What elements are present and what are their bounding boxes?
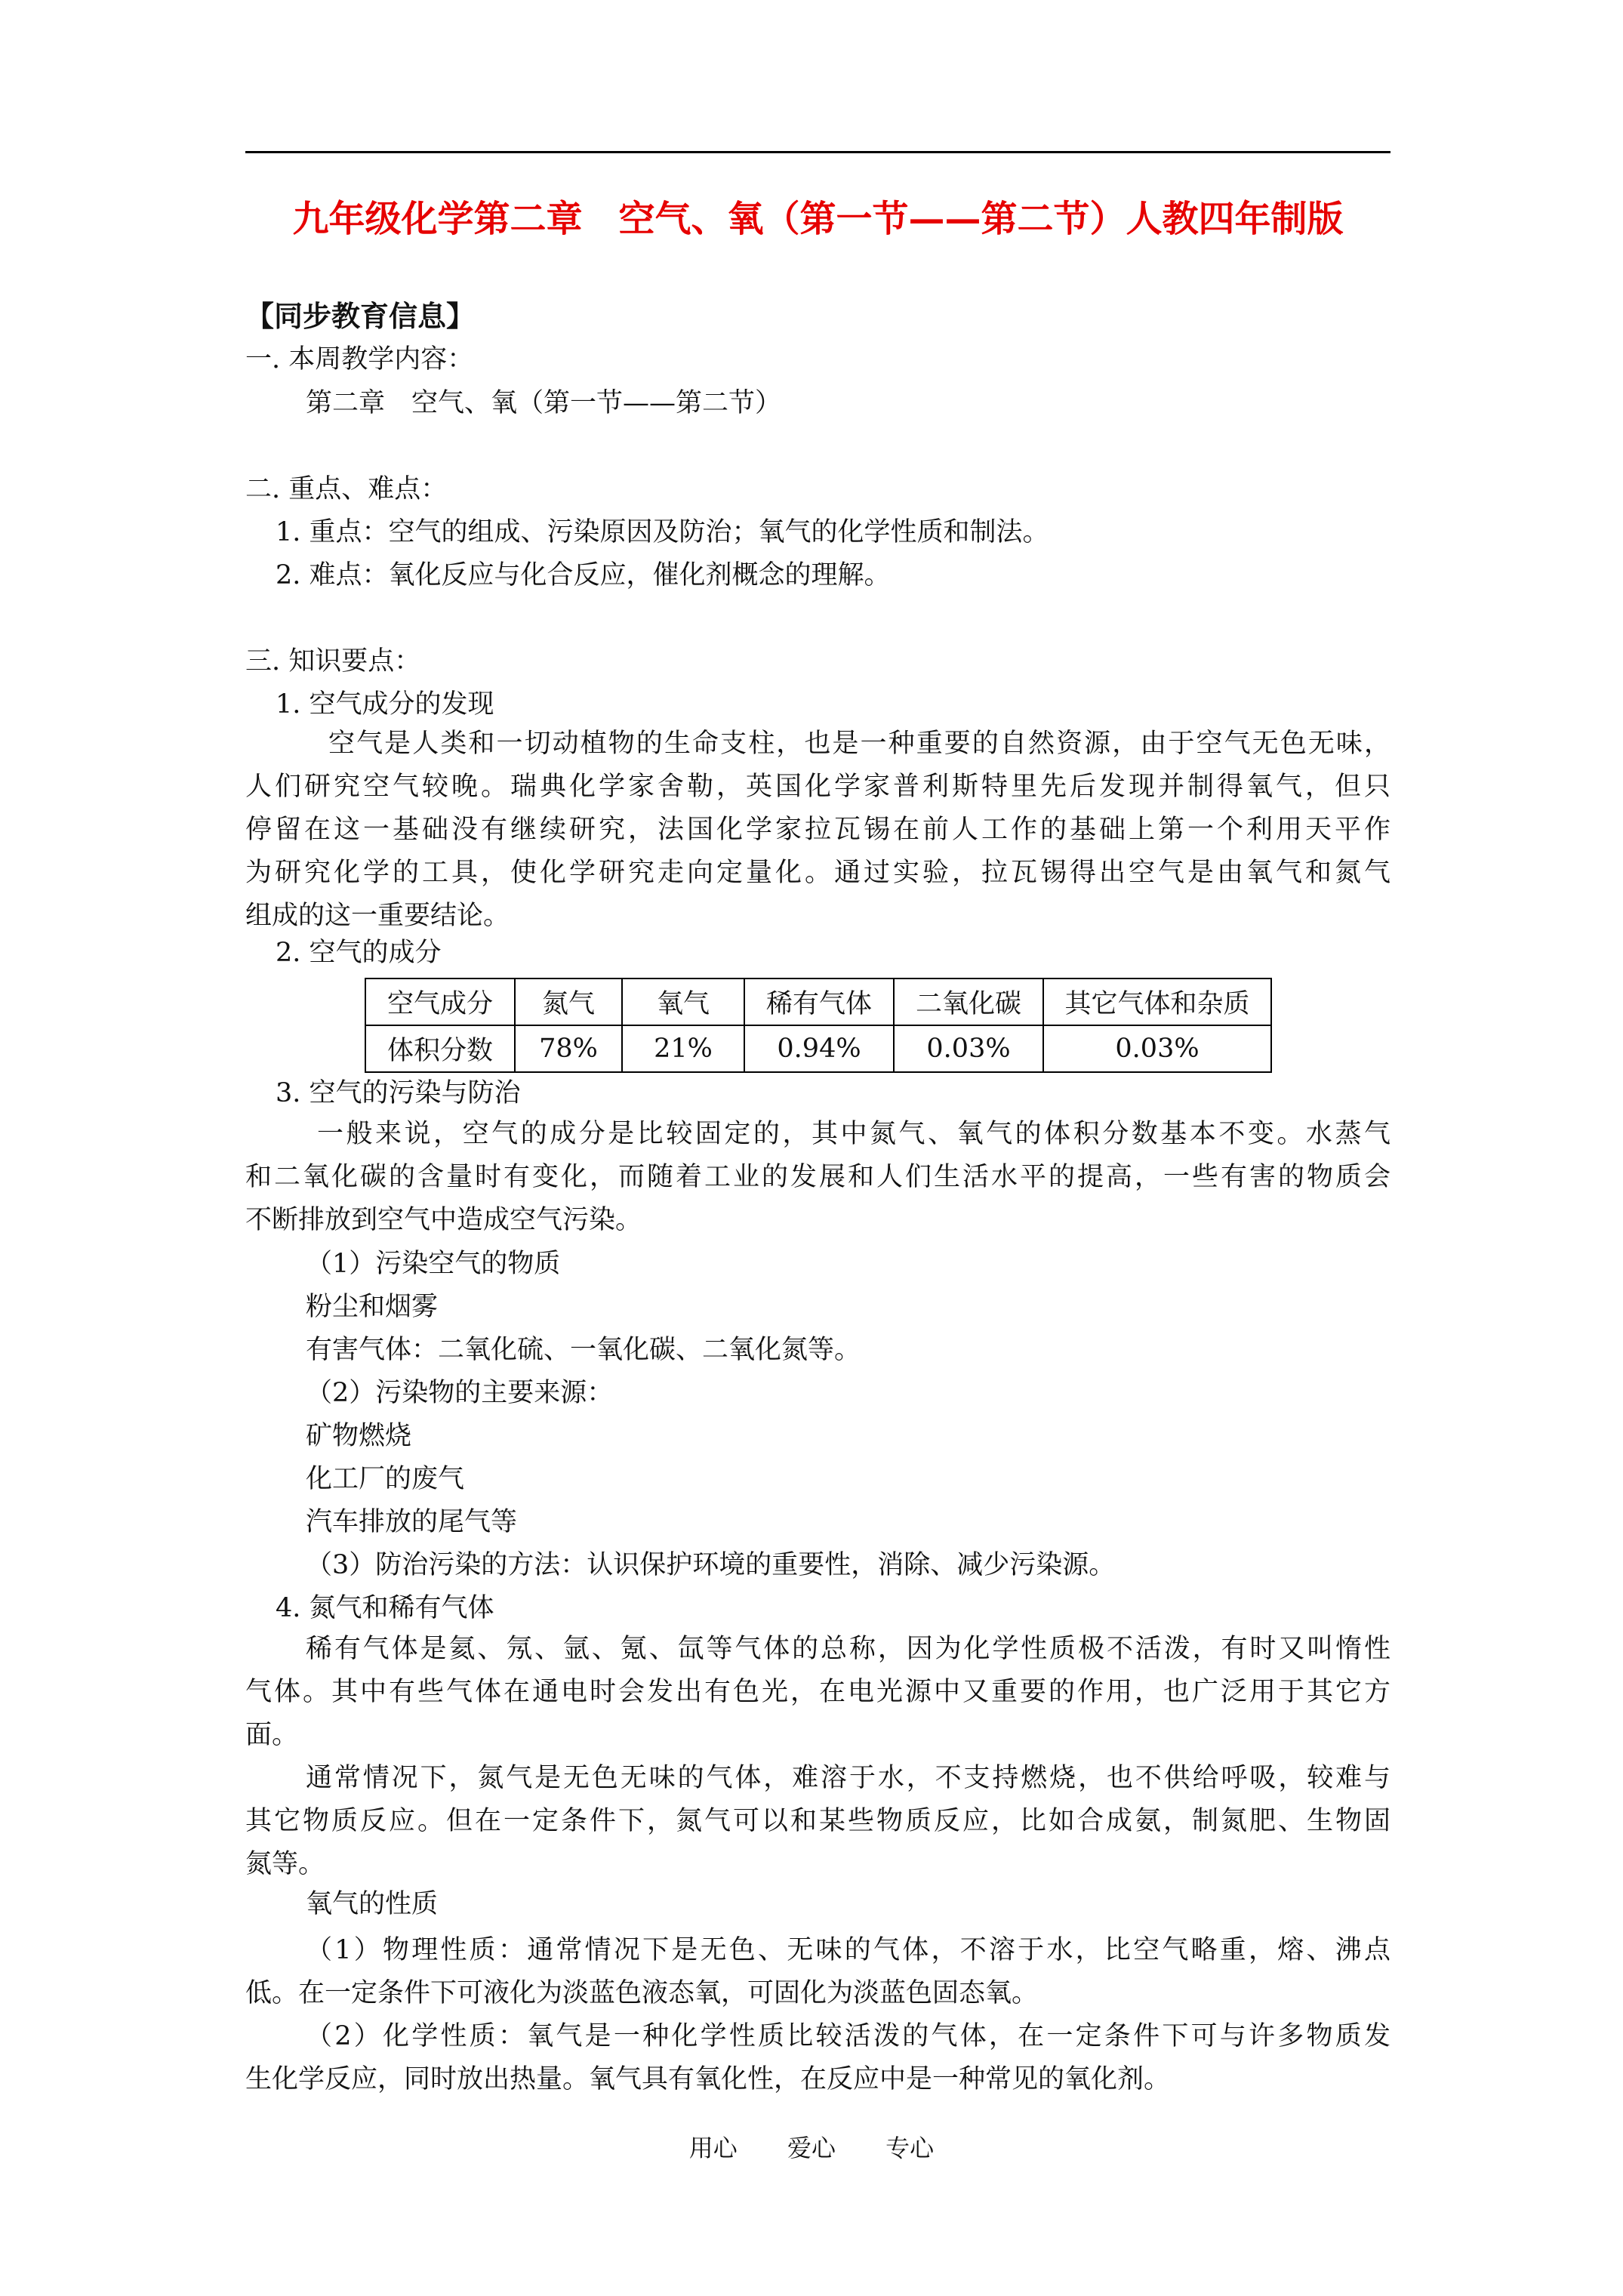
table-cell: 空气成分 <box>365 978 515 1025</box>
table-cell: 78% <box>515 1025 622 1072</box>
footer-text: 用心 <box>688 2134 738 2162</box>
sources-title: （2）污染物的主要来源： <box>306 1378 614 1408</box>
chemical-line: （2）化学性质：氧气是一种化学性质比较活泼的气体，在一定条件下可与许多物质发 <box>306 2021 1390 2051</box>
physical-line: 低。在一定条件下可液化为淡蓝色液态氧，可固化为淡蓝色固态氧。 <box>245 1978 1039 2008</box>
p4a-line: 面。 <box>245 1720 299 1750</box>
p3-line: 不断排放到空气中造成空气污染。 <box>245 1205 642 1235</box>
source-1: 矿物燃烧 <box>306 1421 412 1451</box>
p1-title: 1. 空气成分的发现 <box>276 689 494 720</box>
page-footer <box>0 2129 1623 2164</box>
pollutant-1: 粉尘和烟雾 <box>306 1292 439 1322</box>
composition-table <box>365 978 1272 1073</box>
chemical-line: 生化学反应，同时放出热量。氧气具有氧化性，在反应中是一种常见的氧化剂。 <box>245 2064 1171 2094</box>
table-header-row <box>365 978 1271 1025</box>
table-cell: 21% <box>622 1025 744 1072</box>
s1-content: 第二章 空气、氧（第一节——第二节） <box>306 388 782 418</box>
p4b-line: 其它物质反应。但在一定条件下，氮气可以和某些物质反应，比如合成氨，制氮肥、生物固 <box>245 1806 1390 1836</box>
s2-heading: 二. 重点、难点： <box>245 474 448 504</box>
chemical-properties <box>245 2015 1390 2101</box>
p4a-line: 稀有气体是氦、氖、氩、氪、氙等气体的总称，因为化学性质极不活泼，有时又叫惰性 <box>306 1634 1390 1664</box>
p3-paragraph <box>245 1113 1390 1242</box>
p1-line: 组成的这一重要结论。 <box>245 901 510 931</box>
physical-properties <box>245 1929 1390 2015</box>
p4b-line: 氮等。 <box>245 1849 325 1879</box>
table-cell: 其它气体和杂质 <box>1043 978 1271 1025</box>
header-rule <box>245 151 1390 153</box>
p1-paragraph <box>245 723 1390 938</box>
p4b-paragraph <box>245 1757 1390 1886</box>
footer-text: 专心 <box>885 2134 935 2162</box>
source-2: 化工厂的废气 <box>306 1464 465 1494</box>
table-cell: 0.03% <box>1043 1025 1271 1072</box>
table-cell: 稀有气体 <box>744 978 894 1025</box>
p3-line: 一般来说，空气的成分是比较固定的，其中氮气、氧气的体积分数基本不变。水蒸气 <box>317 1119 1390 1149</box>
table-row <box>365 1025 1271 1072</box>
table-cell: 氧气 <box>622 978 744 1025</box>
source-3: 汽车排放的尾气等 <box>306 1507 518 1537</box>
p1-line: 停留在这一基础没有继续研究，法国化学家拉瓦锡在前人工作的基础上第一个利用天平作 <box>245 815 1390 845</box>
s1-heading: 一. 本周教学内容： <box>245 344 474 374</box>
p1-line: 空气是人类和一切动植物的生命支柱，也是一种重要的自然资源，由于空气无色无味， <box>328 729 1390 759</box>
table-cell: 0.03% <box>894 1025 1043 1072</box>
p3-line: 和二氧化碳的含量时有变化，而随着工业的发展和人们生活水平的提高，一些有害的物质会 <box>245 1162 1390 1192</box>
s3-heading: 三. 知识要点： <box>245 646 421 676</box>
table-cell: 0.94% <box>744 1025 894 1072</box>
p4b-line: 通常情况下，氮气是无色无味的气体，难溶于水，不支持燃烧，也不供给呼吸，较难与 <box>306 1763 1390 1793</box>
prevention-text: （3）防治污染的方法：认识保护环境的重要性，消除、减少污染源。 <box>306 1550 1116 1580</box>
table-cell: 体积分数 <box>365 1025 515 1072</box>
table-cell: 二氧化碳 <box>894 978 1043 1025</box>
p2-title: 2. 空气的成分 <box>276 938 442 968</box>
p1-line: 为研究化学的工具，使化学研究走向定量化。通过实验，拉瓦锡得出空气是由氧气和氮气 <box>245 858 1390 888</box>
section-header: 【同步教育信息】 <box>245 299 476 333</box>
physical-line: （1）物理性质：通常情况下是无色、无味的气体，不溶于水，比空气略重，熔、沸点 <box>306 1935 1390 1965</box>
oxygen-title: 氧气的性质 <box>306 1889 439 1919</box>
page-title: 九年级化学第二章 空气、氧（第一节——第二节）人教四年制版 <box>292 198 1344 240</box>
pollutant-2: 有害气体：二氧化硫、一氧化碳、二氧化氮等。 <box>306 1335 861 1365</box>
s2-item-1: 1. 重点：空气的组成、污染原因及防治；氧气的化学性质和制法。 <box>276 517 1049 547</box>
p4a-line: 气体。其中有些气体在通电时会发出有色光，在电光源中又重要的作用，也广泛用于其它方 <box>245 1677 1390 1707</box>
p4a-paragraph <box>245 1628 1390 1757</box>
p4-title: 4. 氮气和稀有气体 <box>276 1593 494 1623</box>
table-cell: 氮气 <box>515 978 622 1025</box>
pollutants-title: （1）污染空气的物质 <box>306 1249 561 1279</box>
p3-title: 3. 空气的污染与防治 <box>276 1078 521 1108</box>
footer-text: 爱心 <box>787 2134 836 2162</box>
p1-line: 人们研究空气较晚。瑞典化学家舍勒，英国化学家普利斯特里先后发现并制得氧气，但只 <box>245 772 1390 802</box>
s2-item-2: 2. 难点：氧化反应与化合反应，催化剂概念的理解。 <box>276 560 891 590</box>
